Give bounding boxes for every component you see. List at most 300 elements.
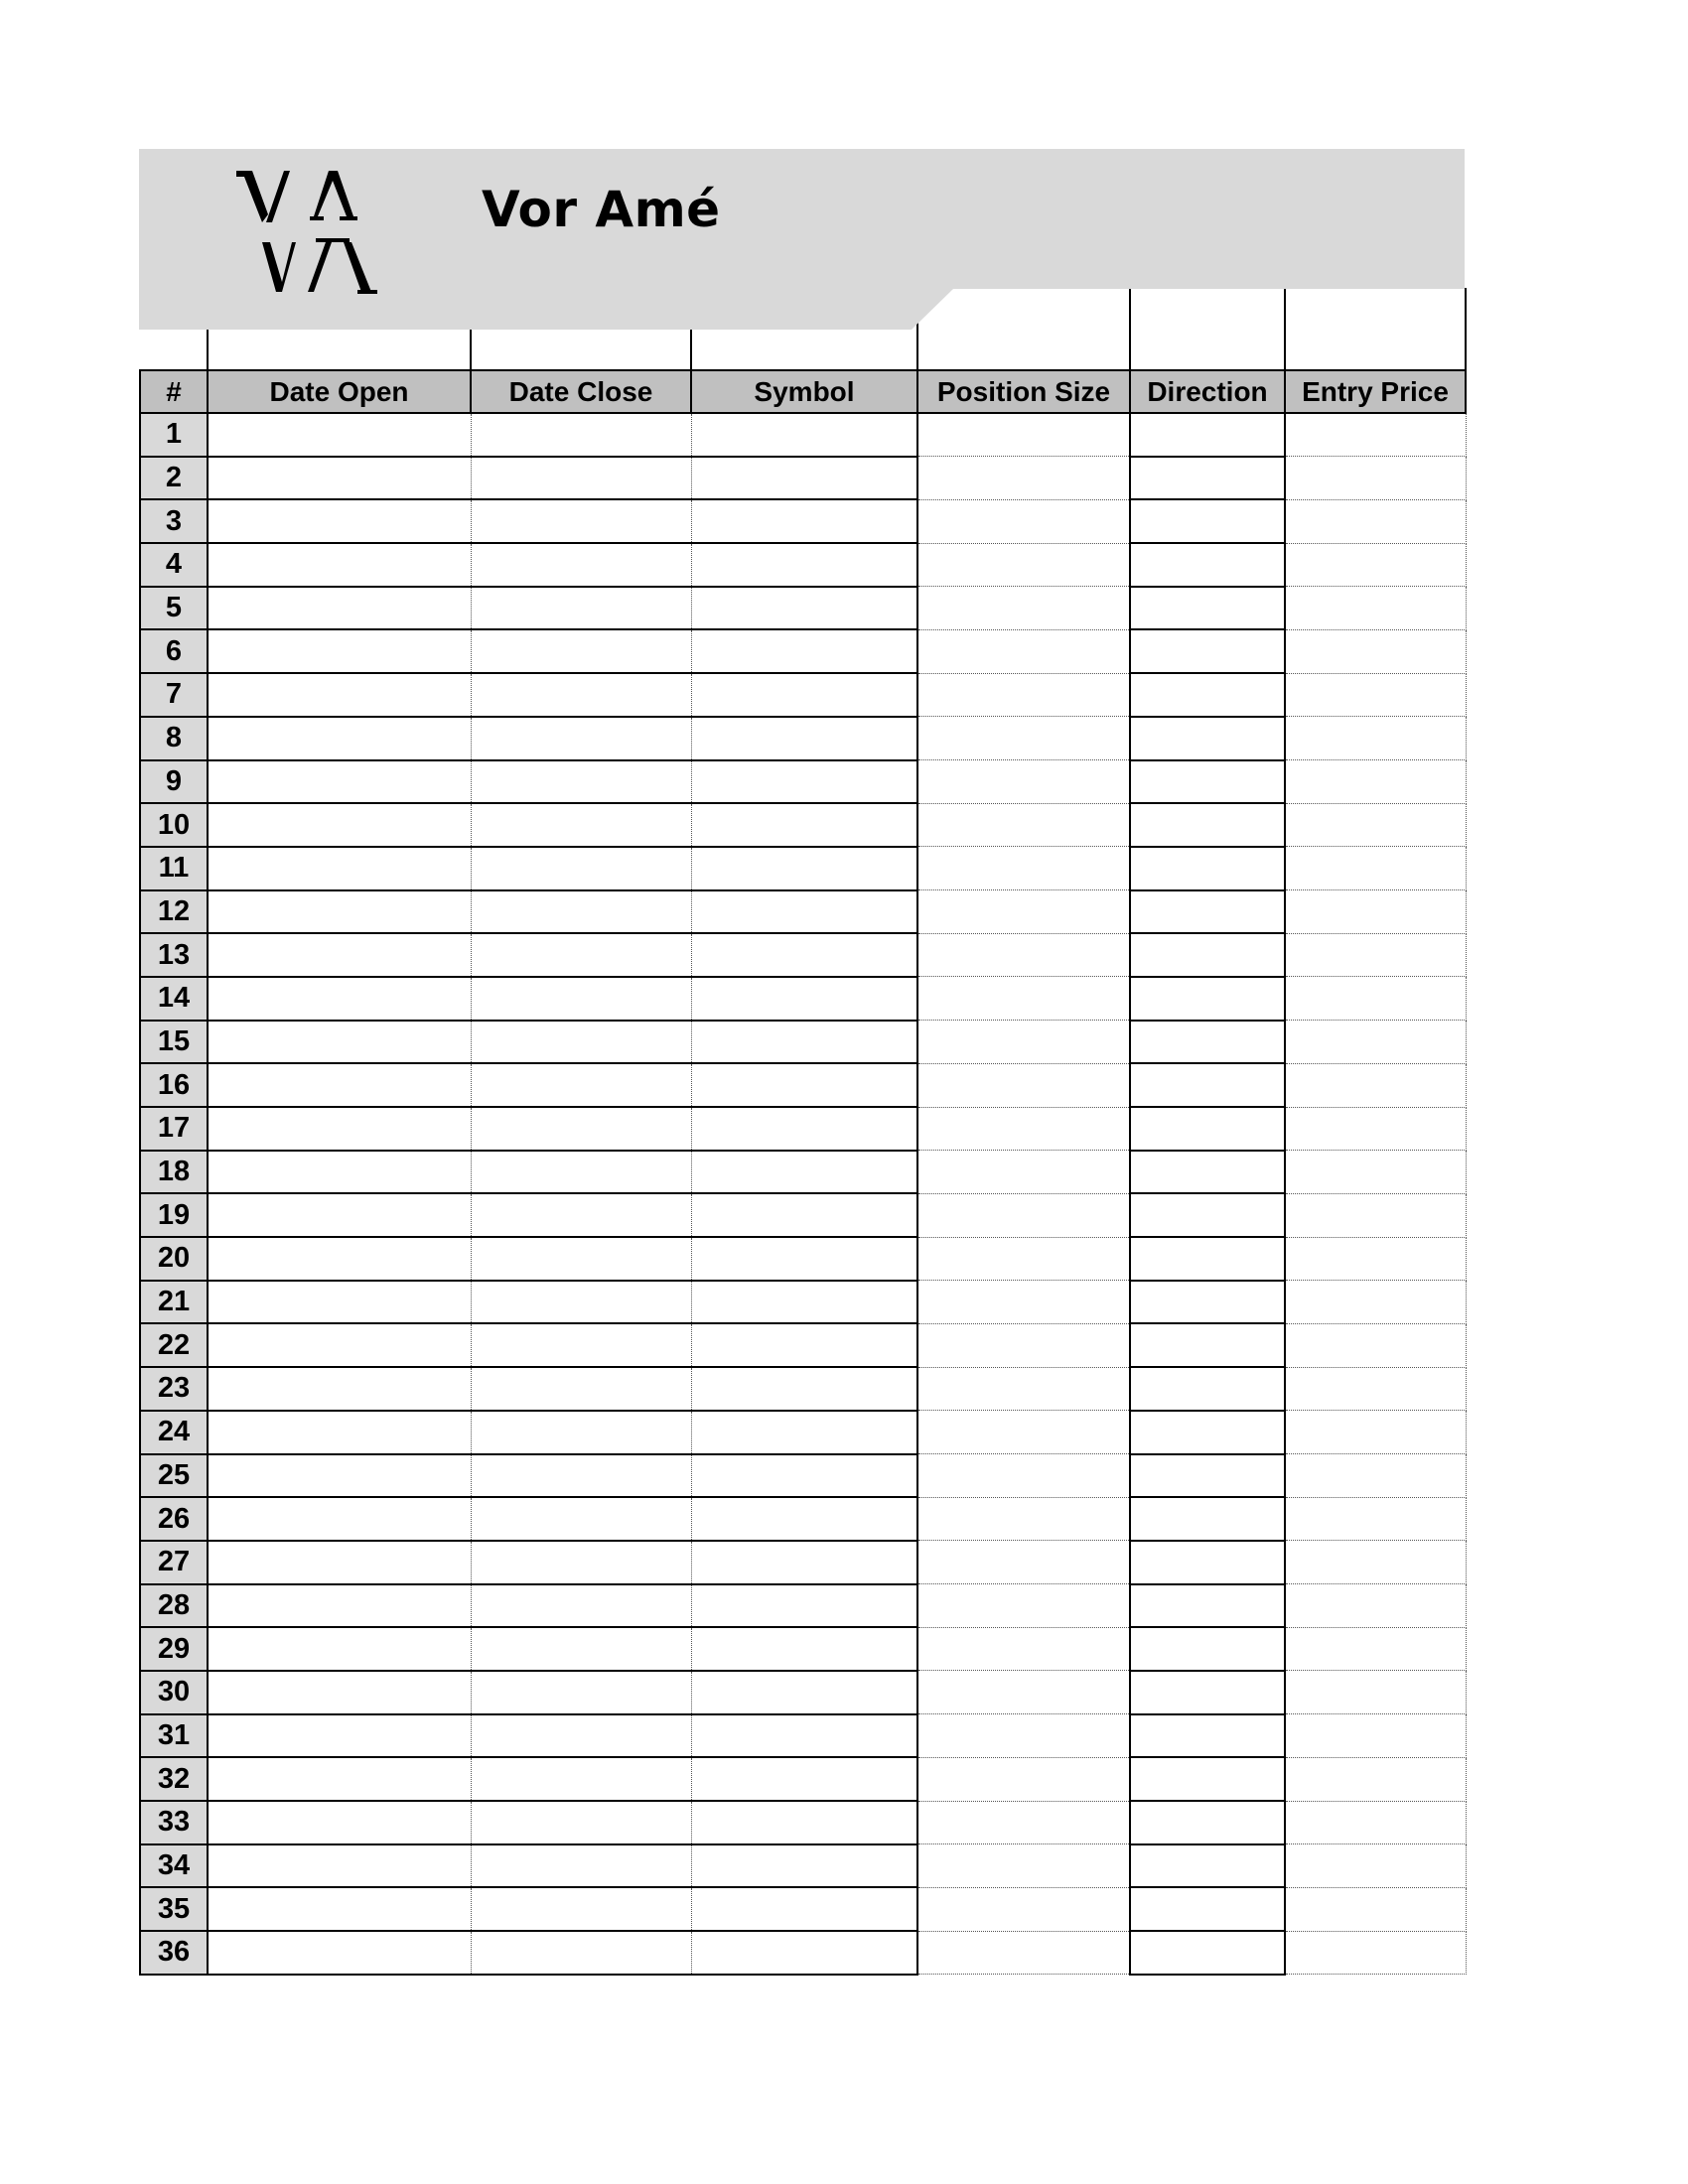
direction-cell[interactable] bbox=[1130, 760, 1285, 804]
direction-cell[interactable] bbox=[1130, 587, 1285, 630]
position-size-cell[interactable] bbox=[917, 1671, 1130, 1714]
table-row bbox=[140, 1193, 1466, 1237]
direction-cell[interactable] bbox=[1130, 1584, 1285, 1628]
row-number: 34 bbox=[140, 1844, 208, 1888]
direction-cell[interactable] bbox=[1130, 977, 1285, 1021]
date-close-cell[interactable] bbox=[471, 1281, 691, 1324]
date-open-cell[interactable] bbox=[208, 1021, 471, 1064]
date-open-cell[interactable] bbox=[208, 1151, 471, 1194]
table-row bbox=[140, 673, 1466, 717]
direction-cell[interactable] bbox=[1130, 457, 1285, 500]
date-open-cell[interactable] bbox=[208, 543, 471, 587]
symbol-cell[interactable] bbox=[691, 1063, 917, 1107]
table-row bbox=[140, 1844, 1466, 1888]
date-close-cell[interactable] bbox=[471, 1237, 691, 1281]
symbol-cell[interactable] bbox=[691, 413, 917, 457]
table-row bbox=[140, 1541, 1466, 1584]
entry-price-cell[interactable] bbox=[1285, 1237, 1466, 1281]
entry-price-cell[interactable] bbox=[1285, 1281, 1466, 1324]
entry-price-cell[interactable] bbox=[1285, 1714, 1466, 1758]
entry-price-cell[interactable] bbox=[1285, 977, 1466, 1021]
date-close-cell[interactable] bbox=[471, 1887, 691, 1931]
symbol-cell[interactable] bbox=[691, 1237, 917, 1281]
row-number: 35 bbox=[140, 1887, 208, 1931]
entry-price-cell[interactable] bbox=[1285, 890, 1466, 934]
position-size-cell[interactable] bbox=[917, 1887, 1130, 1931]
row-number: 23 bbox=[140, 1367, 208, 1411]
symbol-cell[interactable] bbox=[691, 1887, 917, 1931]
table-row bbox=[140, 1151, 1466, 1194]
direction-cell[interactable] bbox=[1130, 629, 1285, 673]
column-header-entry-price: Entry Price bbox=[1285, 370, 1466, 413]
position-size-cell[interactable] bbox=[917, 1541, 1130, 1584]
date-close-cell[interactable] bbox=[471, 1063, 691, 1107]
row-number: 1 bbox=[140, 413, 208, 457]
position-size-cell[interactable] bbox=[917, 1151, 1130, 1194]
date-open-cell[interactable] bbox=[208, 1107, 471, 1151]
symbol-cell[interactable] bbox=[691, 1367, 917, 1411]
row-number: 30 bbox=[140, 1671, 208, 1714]
date-close-cell[interactable] bbox=[471, 977, 691, 1021]
entry-price-cell[interactable] bbox=[1285, 413, 1466, 457]
trade-log-table bbox=[139, 149, 1467, 1976]
date-close-cell[interactable] bbox=[471, 933, 691, 977]
date-open-cell[interactable] bbox=[208, 1931, 471, 1975]
entry-price-cell[interactable] bbox=[1285, 1887, 1466, 1931]
entry-price-cell[interactable] bbox=[1285, 1541, 1466, 1584]
position-size-cell[interactable] bbox=[917, 977, 1130, 1021]
date-open-cell[interactable] bbox=[208, 847, 471, 890]
table-body bbox=[140, 413, 1466, 1975]
table-row bbox=[140, 1671, 1466, 1714]
date-open-cell[interactable] bbox=[208, 413, 471, 457]
date-open-cell[interactable] bbox=[208, 803, 471, 847]
symbol-cell[interactable] bbox=[691, 890, 917, 934]
row-number: 15 bbox=[140, 1021, 208, 1064]
entry-price-cell[interactable] bbox=[1285, 1193, 1466, 1237]
position-size-cell[interactable] bbox=[917, 890, 1130, 934]
direction-cell[interactable] bbox=[1130, 1627, 1285, 1671]
entry-price-cell[interactable] bbox=[1285, 1757, 1466, 1801]
row-number: 13 bbox=[140, 933, 208, 977]
position-size-cell[interactable] bbox=[917, 1411, 1130, 1454]
entry-price-cell[interactable] bbox=[1285, 760, 1466, 804]
entry-price-cell[interactable] bbox=[1285, 1671, 1466, 1714]
symbol-cell[interactable] bbox=[691, 499, 917, 543]
direction-cell[interactable] bbox=[1130, 1454, 1285, 1498]
header-banner bbox=[139, 149, 1465, 330]
position-size-cell[interactable] bbox=[917, 1193, 1130, 1237]
row-number: 14 bbox=[140, 977, 208, 1021]
date-close-cell[interactable] bbox=[471, 673, 691, 717]
table-row bbox=[140, 847, 1466, 890]
date-close-cell[interactable] bbox=[471, 587, 691, 630]
date-close-cell[interactable] bbox=[471, 1931, 691, 1975]
direction-cell[interactable] bbox=[1130, 890, 1285, 934]
entry-price-cell[interactable] bbox=[1285, 673, 1466, 717]
symbol-cell[interactable] bbox=[691, 847, 917, 890]
date-open-cell[interactable] bbox=[208, 587, 471, 630]
date-open-cell[interactable] bbox=[208, 499, 471, 543]
symbol-cell[interactable] bbox=[691, 1671, 917, 1714]
va-monogram-logo bbox=[232, 169, 381, 298]
column-header-symbol: Symbol bbox=[691, 370, 917, 413]
position-size-cell[interactable] bbox=[917, 1757, 1130, 1801]
table-row bbox=[140, 1323, 1466, 1367]
table-row bbox=[140, 933, 1466, 977]
entry-price-cell[interactable] bbox=[1285, 543, 1466, 587]
direction-cell[interactable] bbox=[1130, 1151, 1285, 1194]
date-close-cell[interactable] bbox=[471, 1671, 691, 1714]
direction-cell[interactable] bbox=[1130, 1887, 1285, 1931]
row-number: 32 bbox=[140, 1757, 208, 1801]
date-close-cell[interactable] bbox=[471, 413, 691, 457]
row-number: 5 bbox=[140, 587, 208, 630]
direction-cell[interactable] bbox=[1130, 933, 1285, 977]
position-size-cell[interactable] bbox=[917, 1323, 1130, 1367]
row-number: 4 bbox=[140, 543, 208, 587]
symbol-cell[interactable] bbox=[691, 1931, 917, 1975]
symbol-cell[interactable] bbox=[691, 717, 917, 760]
date-close-cell[interactable] bbox=[471, 1801, 691, 1844]
date-open-cell[interactable] bbox=[208, 457, 471, 500]
date-close-cell[interactable] bbox=[471, 1151, 691, 1194]
date-close-cell[interactable] bbox=[471, 1021, 691, 1064]
position-size-cell[interactable] bbox=[917, 1497, 1130, 1541]
table-row bbox=[140, 1237, 1466, 1281]
date-close-cell[interactable] bbox=[471, 499, 691, 543]
row-number: 7 bbox=[140, 673, 208, 717]
position-size-cell[interactable] bbox=[917, 1801, 1130, 1844]
date-open-cell[interactable] bbox=[208, 1411, 471, 1454]
direction-cell[interactable] bbox=[1130, 499, 1285, 543]
direction-cell[interactable] bbox=[1130, 1107, 1285, 1151]
date-open-cell[interactable] bbox=[208, 1757, 471, 1801]
row-number: 2 bbox=[140, 457, 208, 500]
date-close-cell[interactable] bbox=[471, 803, 691, 847]
table-row bbox=[140, 803, 1466, 847]
date-open-cell[interactable] bbox=[208, 1367, 471, 1411]
symbol-cell[interactable] bbox=[691, 543, 917, 587]
date-open-cell[interactable] bbox=[208, 977, 471, 1021]
date-open-cell[interactable] bbox=[208, 1281, 471, 1324]
symbol-cell[interactable] bbox=[691, 977, 917, 1021]
symbol-cell[interactable] bbox=[691, 629, 917, 673]
date-open-cell[interactable] bbox=[208, 1323, 471, 1367]
brand-title: Vor Amé bbox=[482, 181, 721, 238]
date-close-cell[interactable] bbox=[471, 1497, 691, 1541]
entry-price-cell[interactable] bbox=[1285, 1021, 1466, 1064]
entry-price-cell[interactable] bbox=[1285, 499, 1466, 543]
entry-price-cell[interactable] bbox=[1285, 1497, 1466, 1541]
symbol-cell[interactable] bbox=[691, 760, 917, 804]
row-number: 6 bbox=[140, 629, 208, 673]
position-size-cell[interactable] bbox=[917, 803, 1130, 847]
date-open-cell[interactable] bbox=[208, 1801, 471, 1844]
symbol-cell[interactable] bbox=[691, 1757, 917, 1801]
symbol-cell[interactable] bbox=[691, 1497, 917, 1541]
date-close-cell[interactable] bbox=[471, 847, 691, 890]
date-open-cell[interactable] bbox=[208, 1063, 471, 1107]
date-close-cell[interactable] bbox=[471, 1541, 691, 1584]
table-row bbox=[140, 587, 1466, 630]
direction-cell[interactable] bbox=[1130, 1714, 1285, 1758]
table-row bbox=[140, 1367, 1466, 1411]
date-close-cell[interactable] bbox=[471, 629, 691, 673]
position-size-cell[interactable] bbox=[917, 1063, 1130, 1107]
entry-price-cell[interactable] bbox=[1285, 629, 1466, 673]
row-number: 8 bbox=[140, 717, 208, 760]
date-open-cell[interactable] bbox=[208, 1541, 471, 1584]
row-number: 36 bbox=[140, 1931, 208, 1975]
position-size-cell[interactable] bbox=[917, 1021, 1130, 1064]
date-open-cell[interactable] bbox=[208, 1237, 471, 1281]
column-header-row bbox=[140, 370, 1466, 413]
row-number: 27 bbox=[140, 1541, 208, 1584]
direction-cell[interactable] bbox=[1130, 1021, 1285, 1064]
direction-cell[interactable] bbox=[1130, 1323, 1285, 1367]
row-number: 16 bbox=[140, 1063, 208, 1107]
date-close-cell[interactable] bbox=[471, 760, 691, 804]
direction-cell[interactable] bbox=[1130, 1411, 1285, 1454]
direction-cell[interactable] bbox=[1130, 1063, 1285, 1107]
entry-price-cell[interactable] bbox=[1285, 803, 1466, 847]
position-size-cell[interactable] bbox=[917, 847, 1130, 890]
position-size-cell[interactable] bbox=[917, 1584, 1130, 1628]
entry-price-cell[interactable] bbox=[1285, 1151, 1466, 1194]
date-close-cell[interactable] bbox=[471, 1193, 691, 1237]
table-row bbox=[140, 457, 1466, 500]
symbol-cell[interactable] bbox=[691, 1193, 917, 1237]
date-open-cell[interactable] bbox=[208, 1714, 471, 1758]
date-open-cell[interactable] bbox=[208, 890, 471, 934]
date-open-cell[interactable] bbox=[208, 629, 471, 673]
row-number: 3 bbox=[140, 499, 208, 543]
table-row bbox=[140, 413, 1466, 457]
direction-cell[interactable] bbox=[1130, 1193, 1285, 1237]
entry-price-cell[interactable] bbox=[1285, 1627, 1466, 1671]
position-size-cell[interactable] bbox=[917, 1844, 1130, 1888]
symbol-cell[interactable] bbox=[691, 933, 917, 977]
entry-price-cell[interactable] bbox=[1285, 457, 1466, 500]
entry-price-cell[interactable] bbox=[1285, 1454, 1466, 1498]
position-size-cell[interactable] bbox=[917, 457, 1130, 500]
symbol-cell[interactable] bbox=[691, 1454, 917, 1498]
position-size-cell[interactable] bbox=[917, 629, 1130, 673]
symbol-cell[interactable] bbox=[691, 1323, 917, 1367]
row-number: 19 bbox=[140, 1193, 208, 1237]
position-size-cell[interactable] bbox=[917, 1367, 1130, 1411]
position-size-cell[interactable] bbox=[917, 933, 1130, 977]
date-close-cell[interactable] bbox=[471, 1411, 691, 1454]
position-size-cell[interactable] bbox=[917, 543, 1130, 587]
table-row bbox=[140, 629, 1466, 673]
row-number: 9 bbox=[140, 760, 208, 804]
date-close-cell[interactable] bbox=[471, 1107, 691, 1151]
row-number: 12 bbox=[140, 890, 208, 934]
table-row bbox=[140, 1714, 1466, 1758]
row-number: 20 bbox=[140, 1237, 208, 1281]
table-row bbox=[140, 1627, 1466, 1671]
direction-cell[interactable] bbox=[1130, 1757, 1285, 1801]
entry-price-cell[interactable] bbox=[1285, 847, 1466, 890]
entry-price-cell[interactable] bbox=[1285, 1323, 1466, 1367]
symbol-cell[interactable] bbox=[691, 1281, 917, 1324]
entry-price-cell[interactable] bbox=[1285, 587, 1466, 630]
position-size-cell[interactable] bbox=[917, 760, 1130, 804]
date-close-cell[interactable] bbox=[471, 1757, 691, 1801]
symbol-cell[interactable] bbox=[691, 1021, 917, 1064]
date-open-cell[interactable] bbox=[208, 1671, 471, 1714]
table-row bbox=[140, 1584, 1466, 1628]
position-size-cell[interactable] bbox=[917, 499, 1130, 543]
table-row bbox=[140, 543, 1466, 587]
symbol-cell[interactable] bbox=[691, 803, 917, 847]
row-number: 29 bbox=[140, 1627, 208, 1671]
symbol-cell[interactable] bbox=[691, 1107, 917, 1151]
position-size-cell[interactable] bbox=[917, 1107, 1130, 1151]
row-number: 31 bbox=[140, 1714, 208, 1758]
date-open-cell[interactable] bbox=[208, 1193, 471, 1237]
date-close-cell[interactable] bbox=[471, 1844, 691, 1888]
column-header-number: # bbox=[140, 370, 208, 413]
column-header-date-close: Date Close bbox=[471, 370, 691, 413]
date-open-cell[interactable] bbox=[208, 1584, 471, 1628]
row-number: 22 bbox=[140, 1323, 208, 1367]
table-row bbox=[140, 977, 1466, 1021]
row-number: 33 bbox=[140, 1801, 208, 1844]
row-number: 11 bbox=[140, 847, 208, 890]
direction-cell[interactable] bbox=[1130, 847, 1285, 890]
position-size-cell[interactable] bbox=[917, 1281, 1130, 1324]
table-row bbox=[140, 717, 1466, 760]
entry-price-cell[interactable] bbox=[1285, 1411, 1466, 1454]
table-row bbox=[140, 1757, 1466, 1801]
direction-cell[interactable] bbox=[1130, 543, 1285, 587]
column-header-direction: Direction bbox=[1130, 370, 1285, 413]
date-close-cell[interactable] bbox=[471, 1714, 691, 1758]
date-open-cell[interactable] bbox=[208, 933, 471, 977]
direction-cell[interactable] bbox=[1130, 1801, 1285, 1844]
direction-cell[interactable] bbox=[1130, 1541, 1285, 1584]
date-close-cell[interactable] bbox=[471, 1584, 691, 1628]
date-open-cell[interactable] bbox=[208, 1627, 471, 1671]
date-open-cell[interactable] bbox=[208, 1497, 471, 1541]
table-row bbox=[140, 1021, 1466, 1064]
table-row bbox=[140, 890, 1466, 934]
date-close-cell[interactable] bbox=[471, 1323, 691, 1367]
date-open-cell[interactable] bbox=[208, 760, 471, 804]
row-number: 10 bbox=[140, 803, 208, 847]
svg-text:VA: VA bbox=[232, 169, 234, 170]
table-row bbox=[140, 1063, 1466, 1107]
symbol-cell[interactable] bbox=[691, 1714, 917, 1758]
date-close-cell[interactable] bbox=[471, 717, 691, 760]
date-open-cell[interactable] bbox=[208, 1454, 471, 1498]
symbol-cell[interactable] bbox=[691, 1801, 917, 1844]
date-open-cell[interactable] bbox=[208, 1844, 471, 1888]
direction-cell[interactable] bbox=[1130, 1671, 1285, 1714]
position-size-cell[interactable] bbox=[917, 1454, 1130, 1498]
direction-cell[interactable] bbox=[1130, 717, 1285, 760]
symbol-cell[interactable] bbox=[691, 1627, 917, 1671]
entry-price-cell[interactable] bbox=[1285, 1844, 1466, 1888]
direction-cell[interactable] bbox=[1130, 1844, 1285, 1888]
direction-cell[interactable] bbox=[1130, 1281, 1285, 1324]
direction-cell[interactable] bbox=[1130, 673, 1285, 717]
table-row bbox=[140, 499, 1466, 543]
direction-cell[interactable] bbox=[1130, 413, 1285, 457]
direction-cell[interactable] bbox=[1130, 1367, 1285, 1411]
table-row bbox=[140, 1931, 1466, 1975]
entry-price-cell[interactable] bbox=[1285, 717, 1466, 760]
symbol-cell[interactable] bbox=[691, 457, 917, 500]
date-close-cell[interactable] bbox=[471, 890, 691, 934]
symbol-cell[interactable] bbox=[691, 1584, 917, 1628]
direction-cell[interactable] bbox=[1130, 1931, 1285, 1975]
date-open-cell[interactable] bbox=[208, 1887, 471, 1931]
table-row bbox=[140, 1107, 1466, 1151]
direction-cell[interactable] bbox=[1130, 1497, 1285, 1541]
date-close-cell[interactable] bbox=[471, 1454, 691, 1498]
row-number: 28 bbox=[140, 1584, 208, 1628]
symbol-cell[interactable] bbox=[691, 673, 917, 717]
entry-price-cell[interactable] bbox=[1285, 1931, 1466, 1975]
position-size-cell[interactable] bbox=[917, 1931, 1130, 1975]
date-close-cell[interactable] bbox=[471, 457, 691, 500]
position-size-cell[interactable] bbox=[917, 673, 1130, 717]
table-row bbox=[140, 1411, 1466, 1454]
position-size-cell[interactable] bbox=[917, 413, 1130, 457]
entry-price-cell[interactable] bbox=[1285, 1107, 1466, 1151]
table-row bbox=[140, 760, 1466, 804]
entry-price-cell[interactable] bbox=[1285, 933, 1466, 977]
entry-price-cell[interactable] bbox=[1285, 1584, 1466, 1628]
column-header-date-open: Date Open bbox=[208, 370, 471, 413]
date-close-cell[interactable] bbox=[471, 1627, 691, 1671]
table-row bbox=[140, 1497, 1466, 1541]
symbol-cell[interactable] bbox=[691, 1541, 917, 1584]
position-size-cell[interactable] bbox=[917, 1627, 1130, 1671]
symbol-cell[interactable] bbox=[691, 1151, 917, 1194]
table-row bbox=[140, 1454, 1466, 1498]
symbol-cell[interactable] bbox=[691, 587, 917, 630]
direction-cell[interactable] bbox=[1130, 1237, 1285, 1281]
date-open-cell[interactable] bbox=[208, 673, 471, 717]
symbol-cell[interactable] bbox=[691, 1411, 917, 1454]
date-close-cell[interactable] bbox=[471, 1367, 691, 1411]
column-header-position-size: Position Size bbox=[917, 370, 1130, 413]
row-number: 24 bbox=[140, 1411, 208, 1454]
row-number: 25 bbox=[140, 1454, 208, 1498]
position-size-cell[interactable] bbox=[917, 1237, 1130, 1281]
symbol-cell[interactable] bbox=[691, 1844, 917, 1888]
entry-price-cell[interactable] bbox=[1285, 1801, 1466, 1844]
entry-price-cell[interactable] bbox=[1285, 1063, 1466, 1107]
table-row bbox=[140, 1887, 1466, 1931]
direction-cell[interactable] bbox=[1130, 803, 1285, 847]
row-number: 18 bbox=[140, 1151, 208, 1194]
position-size-cell[interactable] bbox=[917, 717, 1130, 760]
date-open-cell[interactable] bbox=[208, 717, 471, 760]
date-close-cell[interactable] bbox=[471, 543, 691, 587]
row-number: 21 bbox=[140, 1281, 208, 1324]
position-size-cell[interactable] bbox=[917, 1714, 1130, 1758]
row-number: 17 bbox=[140, 1107, 208, 1151]
position-size-cell[interactable] bbox=[917, 587, 1130, 630]
table-row bbox=[140, 1801, 1466, 1844]
entry-price-cell[interactable] bbox=[1285, 1367, 1466, 1411]
